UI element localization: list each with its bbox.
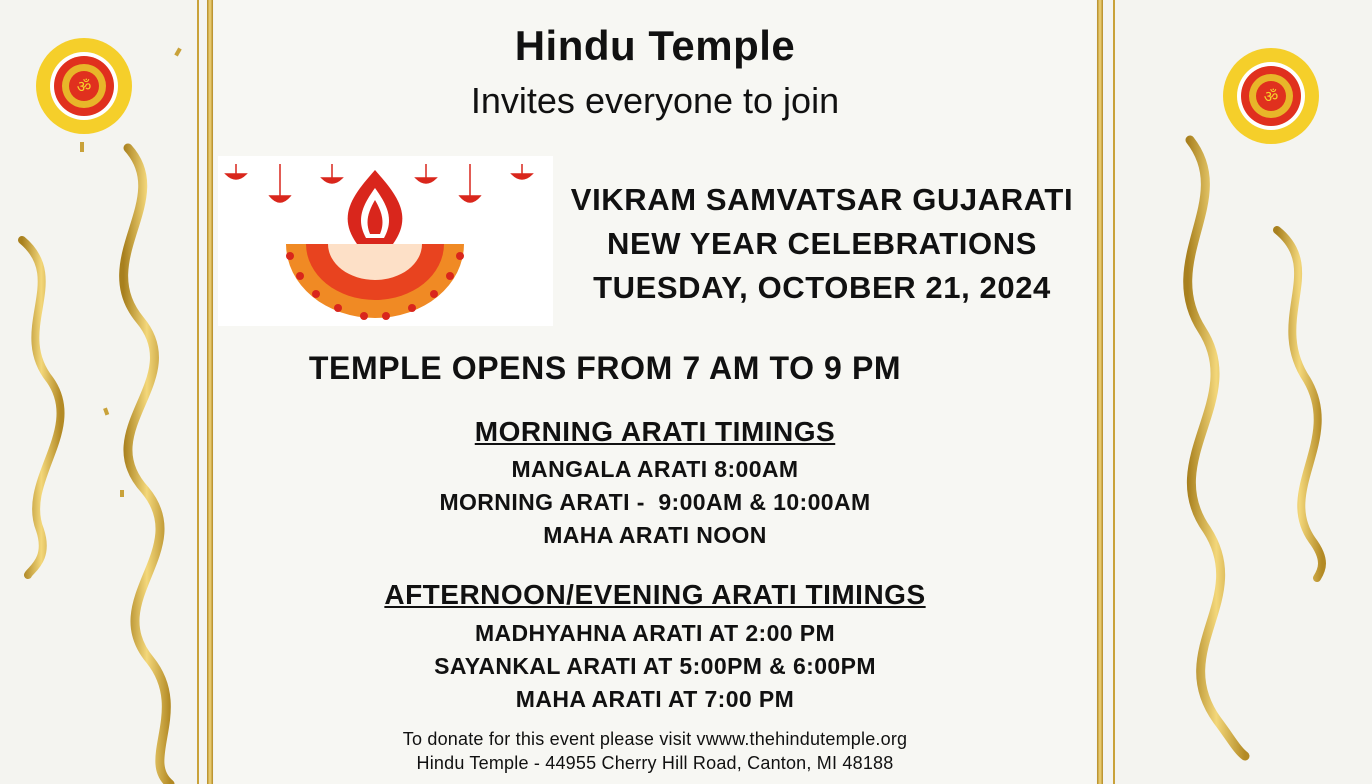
left-gold-border-inner <box>207 0 213 784</box>
diya-icon <box>218 156 553 326</box>
event-line: NEW YEAR CELEBRATIONS <box>607 226 1037 261</box>
evening-item: MADHYAHNA ARATI AT 2:00 PM <box>474 620 836 646</box>
page-title: Hindu Temple <box>514 22 796 69</box>
temple-logo-right <box>1221 46 1321 146</box>
om-icon: ॐ <box>1263 87 1279 106</box>
address-text: Hindu Temple - 44955 Cherry Hill Road, Canton, MI 48188 <box>416 753 894 773</box>
page-subtitle: Invites everyone to join <box>470 80 840 121</box>
right-gold-border-inner <box>1097 0 1103 784</box>
om-icon: ॐ <box>76 77 92 96</box>
evening-heading: AFTERNOON/EVENING ARATI TIMINGS <box>384 579 926 610</box>
right-gold-border <box>1113 0 1115 784</box>
event-line: VIKRAM SAMVATSAR GUJARATI <box>570 182 1074 217</box>
temple-hours: TEMPLE OPENS FROM 7 AM TO 9 PM <box>308 350 902 386</box>
evening-item: MAHA ARATI AT 7:00 PM <box>515 686 795 712</box>
event-date: TUESDAY, OCTOBER 21, 2024 <box>593 270 1051 305</box>
temple-logo-left <box>34 36 134 156</box>
left-gold-border <box>197 0 199 784</box>
morning-item: MAHA ARATI NOON <box>543 522 767 548</box>
donate-text: To donate for this event please visit vwww.thehindutemple.org <box>402 729 908 749</box>
morning-item: MANGALA ARATI 8:00AM <box>511 456 799 482</box>
event-heading <box>558 178 1086 310</box>
evening-item: SAYANKAL ARATI AT 5:00PM & 6:00PM <box>434 653 876 679</box>
morning-item: MORNING ARATI - 9:00AM & 10:00AM <box>439 489 871 515</box>
diya-illustration <box>218 156 553 326</box>
morning-heading: MORNING ARATI TIMINGS <box>474 416 836 447</box>
